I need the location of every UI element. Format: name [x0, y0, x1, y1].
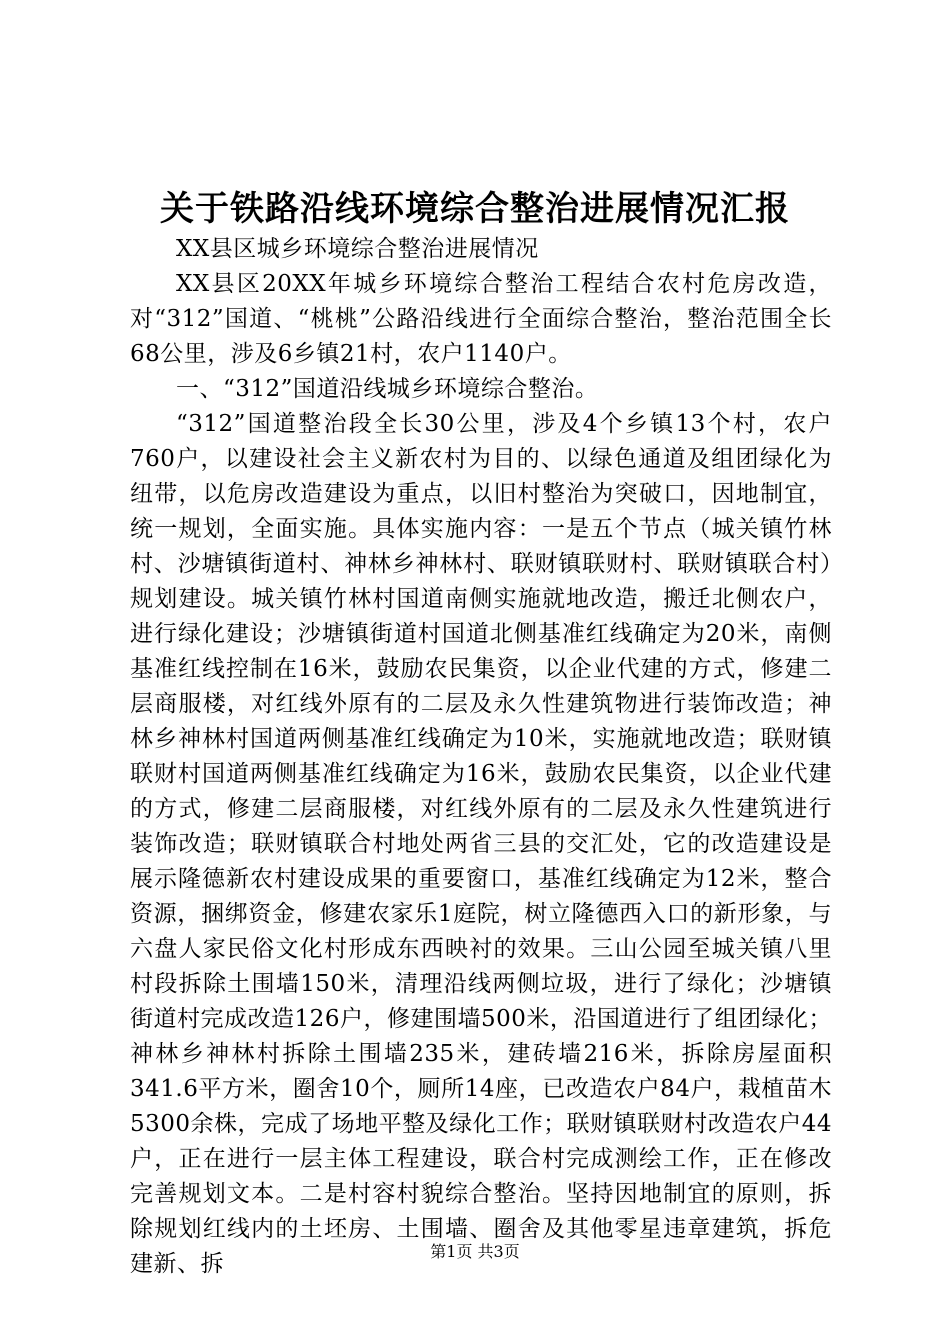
paragraph-intro: XX县区20XX年城乡环境综合整治工程结合农村危房改造，对“312”国道、“桃桃”公路沿线进行全面综合整治，整治范围全长68公里，涉及6乡镇21村，农户1140户。 — [130, 271, 832, 367]
paragraph-subtitle: XX县区城乡环境综合整治进展情况 — [176, 236, 539, 262]
document-title: 关于铁路沿线环境综合整治进展情况汇报 — [160, 189, 790, 229]
paragraph-section-body: “312”国道整治段全长30公里，涉及4个乡镇13个村，农户760户，以建设社会主义新农村为目的、以绿色通道及组团绿化为纽带，以危房改造建设为重点，以旧村整治为突破口，因地制宜，统一规划，全面实施。具体实施内容：一是五个节点（城关镇竹林村、沙塘镇街道村、神林乡神林村、联财镇联财村、联财镇联合村）规划建设。城关镇竹林村国道南侧实施就地改造，搬迁北侧农户，进行绿化建设；沙塘镇街道村国道北侧基准红线确定为20米，南侧基准红线控制在16米，鼓励农民集资，以企业代建的方式，修建二层商服楼，对红线外原有的二层及永久性建筑物进行装饰改造；神林乡神林村国道两侧基准红线确定为10米，实施就地改造；联财镇联财村国道两侧基准红线确定为16米，鼓励农民集资，以企业代建的方式，修建二层商服楼，对红线外原有的二层及永久性建筑进行装饰改造；联财镇联合村地处两省三县的交汇处，它的改造建设是展示隆德新农村建设成果的重要窗口，基准红线确定为12米，整合资源，捆绑资金，修建农家乐1庭院，树立隆德西入口的新形象，与六盘人家民俗文化村形成东西映衬的效果。三山公园至城关镇八里村段拆除土围墙150米，清理沿线两侧垃圾，进行了绿化；沙塘镇街道村完成改造126户，修建围墙500米，沿国道进行了组团绿化；神林乡神林村拆除土围墙235米，建砖墙216米，拆除房屋面积341.6平方米，圈舍10个，厕所14座，已改造农户84户，栽植苗木5300余株，完成了场地平整及绿化工作；联财镇联财村改造农户44户，正在进行一层主体工程建设，联合村完成测绘工作，正在修改完善规划文本。二是村容村貌综合整治。坚持因地制宜的原则，拆除规划红线内的土坯房、土围墙、圈舍及其他零星违章建筑，拆危建新、拆 — [130, 411, 832, 1277]
document-body — [130, 232, 832, 1282]
paragraph-section-heading: 一、“312”国道沿线城乡环境综合整治。 — [176, 376, 599, 402]
page-footer: 第1页 共3页 — [430, 1242, 520, 1261]
